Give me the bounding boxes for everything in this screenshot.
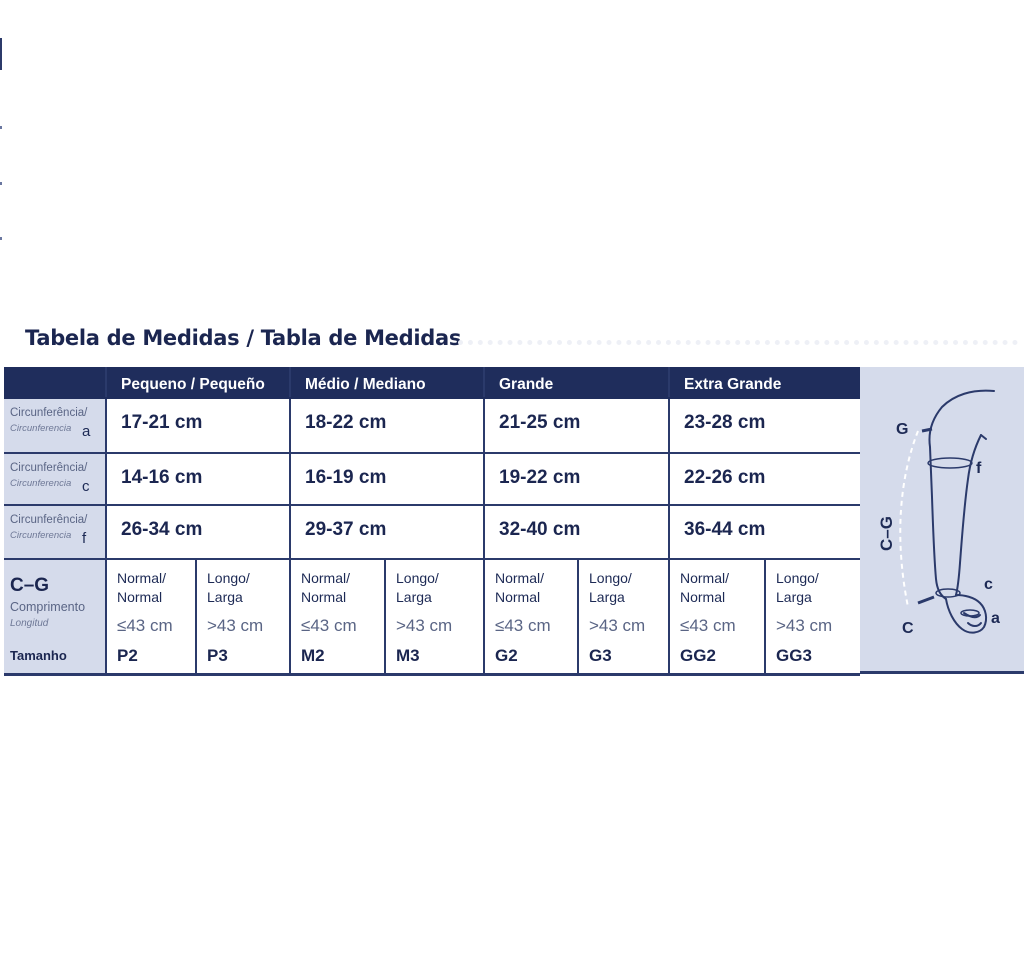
arm-diagram — [860, 367, 1024, 673]
table-cell: 17-21 cm — [106, 398, 290, 453]
row-label-c — [4, 453, 106, 505]
size-code: GG2 — [680, 646, 716, 665]
length-range: >43 cm — [207, 616, 264, 635]
length-type-es: Normal — [680, 589, 726, 605]
size-code: GG3 — [776, 646, 812, 665]
size-table — [4, 367, 860, 676]
length-range: >43 cm — [776, 616, 833, 635]
measure-rings — [928, 458, 979, 616]
row-label-text: Circunferência/ — [10, 407, 88, 419]
row-label-text: Circunferência/ — [10, 462, 88, 474]
length-type-pt: Normal/ — [680, 570, 730, 586]
label-c-small: c — [984, 576, 993, 593]
row-label-a — [4, 398, 106, 453]
row-letter: c — [82, 478, 90, 495]
col-header-large: Grande — [484, 367, 669, 398]
col-header-medium: Médio / Mediano — [290, 367, 484, 398]
left-edge-tick — [0, 126, 2, 129]
table-cell: 21-25 cm — [484, 398, 669, 453]
size-cell-m2 — [290, 559, 385, 675]
length-type-es: Larga — [396, 589, 432, 605]
length-type-es: Larga — [207, 589, 243, 605]
length-row — [4, 559, 860, 675]
title-dotted-rule — [458, 340, 1018, 345]
size-cell-g2 — [484, 559, 578, 675]
row-label-length — [4, 559, 106, 675]
row-sublabel-text: Circunferencia — [10, 478, 72, 489]
g-marker — [922, 429, 932, 431]
label-cg: C–G — [877, 516, 896, 551]
table-cell: 22-26 cm — [669, 453, 860, 505]
table-cell: 18-22 cm — [290, 398, 484, 453]
length-dashed-line — [900, 431, 918, 607]
length-type-es: Normal — [301, 589, 347, 605]
size-cell-gg3 — [765, 559, 860, 675]
table-row — [4, 398, 860, 453]
table-cell: 29-37 cm — [290, 505, 484, 559]
table-cell: 16-19 cm — [290, 453, 484, 505]
length-type-es: Larga — [776, 589, 812, 605]
header-corner — [4, 367, 106, 398]
table-row — [4, 505, 860, 559]
size-code: P3 — [207, 646, 228, 665]
table-cell: 32-40 cm — [484, 505, 669, 559]
row-sublabel-text: Circunferencia — [10, 530, 72, 541]
length-range: ≤43 cm — [680, 616, 736, 635]
length-type-pt: Longo/ — [776, 570, 819, 586]
col-header-extra-large: Extra Grande — [669, 367, 860, 398]
row-letter: a — [82, 423, 91, 440]
size-code: G2 — [495, 646, 518, 665]
length-range: >43 cm — [589, 616, 646, 635]
length-type-es: Normal — [495, 589, 541, 605]
size-code: G3 — [589, 646, 612, 665]
length-range: ≤43 cm — [117, 616, 173, 635]
table-cell: 36-44 cm — [669, 505, 860, 559]
col-header-small: Pequeno / Pequeño — [106, 367, 290, 398]
table-bottom-rule — [860, 671, 1024, 674]
label-c-capital: C — [902, 620, 914, 637]
table-row — [4, 453, 860, 505]
length-range: >43 cm — [396, 616, 453, 635]
size-cell-gg2 — [669, 559, 765, 675]
length-label: Comprimento — [10, 600, 86, 614]
size-cell-p2 — [106, 559, 196, 675]
page-title: Tabela de Medidas / Tabla de Medidas — [25, 326, 462, 350]
size-code: P2 — [117, 646, 138, 665]
table-cell: 23-28 cm — [669, 398, 860, 453]
row-label-f — [4, 505, 106, 559]
table-cell: 14-16 cm — [106, 453, 290, 505]
size-code: M3 — [396, 646, 420, 665]
length-type-pt: Longo/ — [207, 570, 250, 586]
row-letter: f — [82, 530, 87, 547]
label-a: a — [991, 610, 1000, 627]
length-range: ≤43 cm — [301, 616, 357, 635]
size-cell-p3 — [196, 559, 290, 675]
label-g: G — [896, 421, 909, 438]
length-type-pt: Normal/ — [117, 570, 167, 586]
left-edge-tick — [0, 237, 2, 240]
left-edge-tick — [0, 182, 2, 185]
size-label: Tamanho — [10, 648, 67, 663]
arm-diagram-panel — [860, 367, 1024, 673]
left-edge-mark — [0, 38, 2, 70]
row-sublabel-text: Circunferencia — [10, 423, 72, 434]
length-type-pt: Normal/ — [495, 570, 545, 586]
length-sublabel: Longitud — [10, 618, 49, 629]
length-type-es: Normal — [117, 589, 163, 605]
length-title: C–G — [10, 575, 50, 596]
label-f: f — [976, 460, 982, 477]
length-type-es: Larga — [589, 589, 625, 605]
table-cell: 19-22 cm — [484, 453, 669, 505]
header-row — [4, 367, 860, 398]
length-type-pt: Longo/ — [396, 570, 439, 586]
row-label-text: Circunferência/ — [10, 514, 88, 526]
c-marker — [918, 597, 934, 603]
length-type-pt: Normal/ — [301, 570, 351, 586]
length-type-pt: Longo/ — [589, 570, 632, 586]
length-range: ≤43 cm — [495, 616, 551, 635]
size-cell-m3 — [385, 559, 484, 675]
table-cell: 26-34 cm — [106, 505, 290, 559]
size-code: M2 — [301, 646, 325, 665]
size-cell-g3 — [578, 559, 669, 675]
